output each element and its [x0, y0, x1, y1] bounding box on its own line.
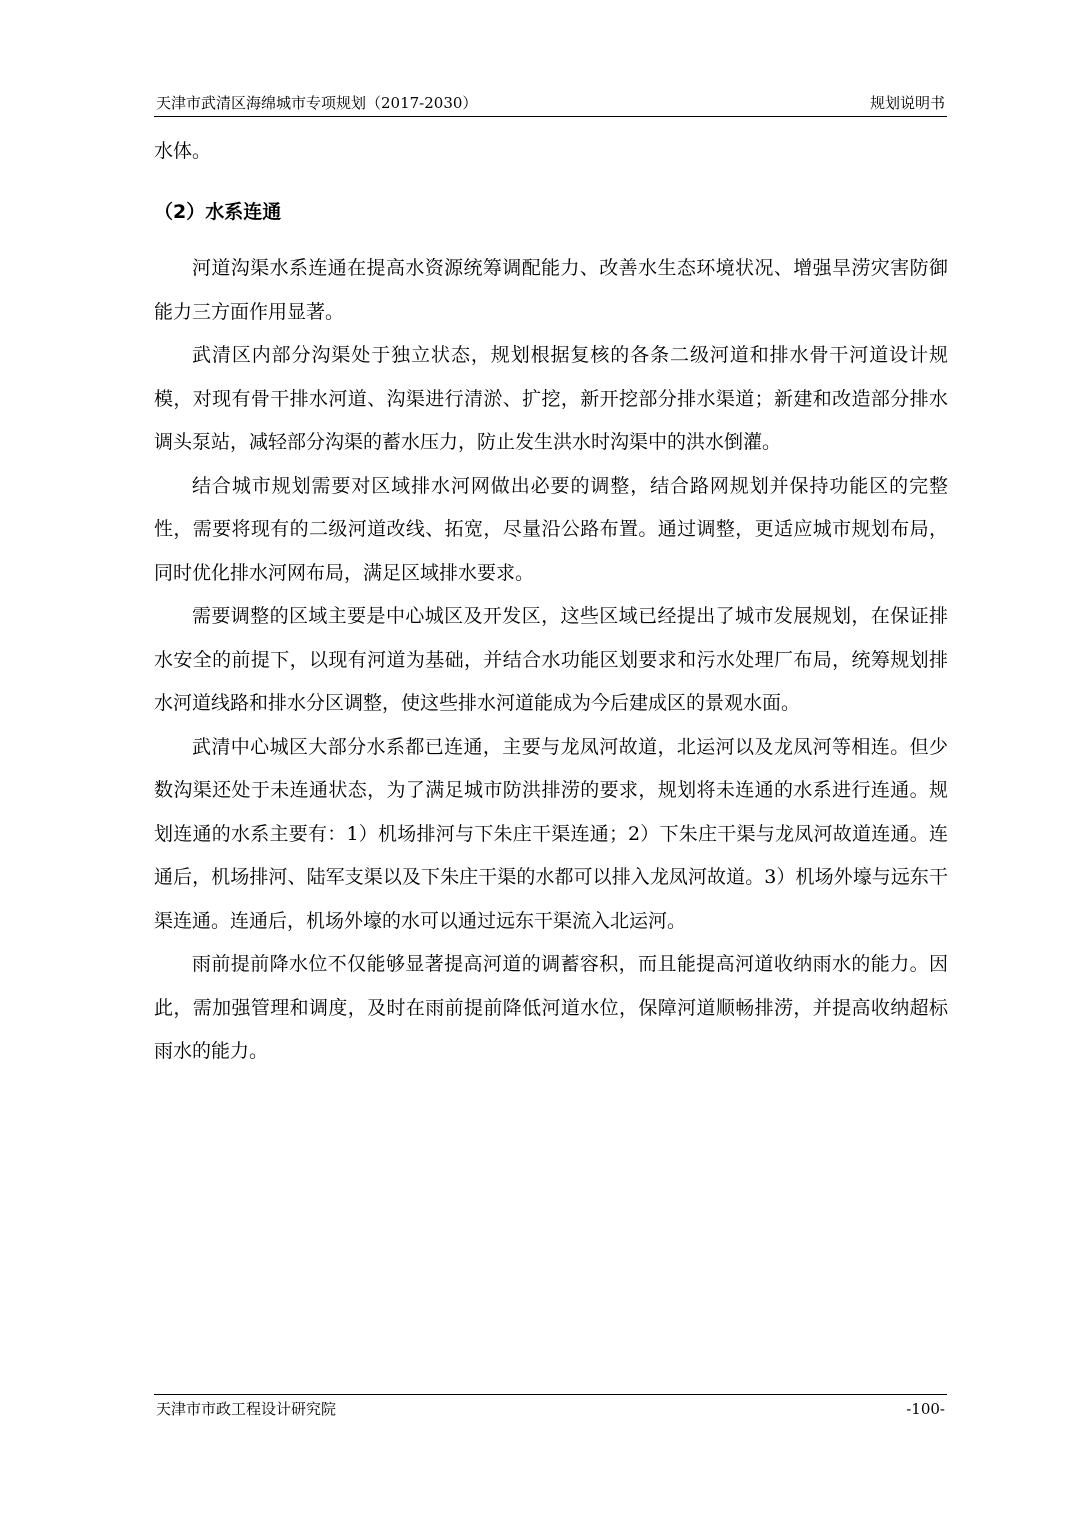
page-number: -100-	[906, 1400, 945, 1418]
intro-fragment: 水体。	[154, 140, 212, 162]
footer-organization: 天津市市政工程设计研究院	[156, 1400, 337, 1418]
body-paragraph: 河道沟渠水系连通在提高水资源统筹调配能力、改善水生态环境状况、增强旱涝灾害防御能力三方面作用显著。	[154, 257, 948, 323]
page-body	[154, 130, 948, 1074]
header-document-type: 规划说明书	[869, 94, 945, 112]
header-document-title: 天津市武清区海绵城市专项规划（2017-2030）	[156, 94, 478, 112]
page-footer	[154, 1394, 947, 1421]
section-heading: （2）水系连通	[154, 200, 282, 223]
body-paragraph: 雨前提前降水位不仅能够显著提高河道的调蓄容积，而且能提高河道收纳雨水的能力。因此，需加强管理和调度，及时在雨前提前降低河道水位，保障河道顺畅排涝，并提高收纳超标雨水的能力。	[154, 953, 948, 1062]
body-paragraph: 武清中心城区大部分水系都已连通，主要与龙凤河故道，北运河以及龙凤河等相连。但少数沟渠还处于未连通状态，为了满足城市防洪排涝的要求，规划将未连通的水系进行连通。规划连通的水系主要有：1）机场排河与下朱庄干渠连通；2）下朱庄干渠与龙凤河故道连通。连通后，机场排河、陆军支渠以及下朱庄干渠的水都可以排入龙凤河故道。3）机场外壕与远东干渠连通。连通后，机场外壕的水可以通过远东干渠流入北运河。	[154, 735, 948, 932]
body-paragraph: 结合城市规划需要对区域排水河网做出必要的调整，结合路网规划并保持功能区的完整性，需要将现有的二级河道改线、拓宽，尽量沿公路布置。通过调整，更适应城市规划布局，同时优化排水河网布局，满足区域排水要求。	[154, 474, 948, 584]
body-paragraph: 武清区内部分沟渠处于独立状态，规划根据复核的各条二级河道和排水骨干河道设计规模，对现有骨干排水河道、沟渠进行清淤、扩挖，新开挖部分排水渠道；新建和改造部分排水调头泵站，减轻部分沟渠的蓄水压力，防止发生洪水时沟渠中的洪水倒灌。	[154, 344, 948, 453]
page-header	[154, 92, 947, 117]
body-paragraph: 需要调整的区域主要是中心城区及开发区，这些区域已经提出了城市发展规划，在保证排水安全的前提下，以现有河道为基础，并结合水功能区划要求和污水处理厂布局，统筹规划排水河道线路和排水分区调整，使这些排水河道能成为今后建成区的景观水面。	[154, 605, 948, 714]
